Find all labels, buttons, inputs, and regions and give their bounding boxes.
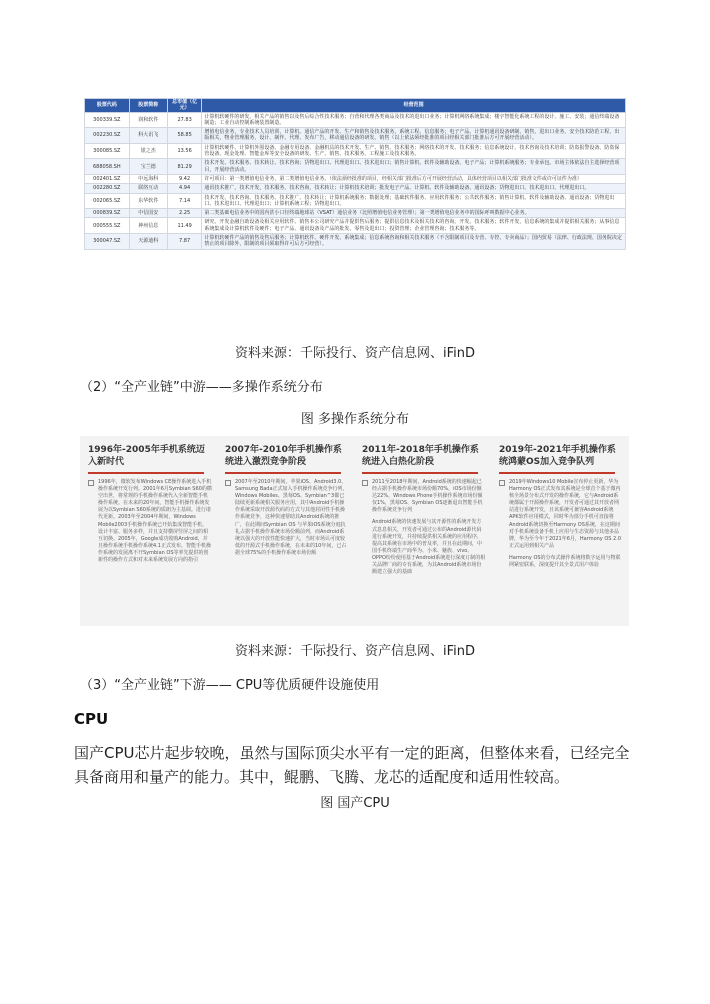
table-row	[85, 234, 626, 250]
cell-code: 002230.SZ	[85, 128, 130, 144]
cell-name: 中远海科	[129, 174, 167, 183]
cell-scope: 许可项目：第一类增值电信业务，第二类增值电信业务。（依法须经批准的项目，经相关部门批准后方可开展经营活动，具体经营项目以相关部门批准文件或许可证件为准）	[202, 174, 626, 183]
cell-cap: 58.85	[167, 128, 202, 144]
cell-code: 688058.SH	[85, 159, 130, 175]
cpu-paragraph: 国产CPU芯片起步较晚，虽然与国际顶尖水平有一定的距离，但整体来看，已经完全具备商用和量产的能力。其中，鲲鹏、飞腾、龙芯的适配度和适用性较高。	[74, 744, 630, 786]
cell-cap: 2.25	[167, 209, 202, 218]
cell-name: 银之杰	[129, 143, 167, 159]
os-timeline-figure	[80, 436, 629, 626]
table-row	[85, 128, 626, 144]
header-scope: 经营范围	[202, 99, 626, 113]
section-heading-midstream: （2）“全产业链”中游——多操作系统分布	[80, 380, 323, 395]
header-name: 股票简称	[129, 99, 167, 113]
cell-code: 002401.SZ	[85, 174, 130, 183]
cell-name: 联络互动	[129, 184, 167, 193]
cell-scope: 技术开发、技术服务、技术转让、技术咨询；货物进出口、代理进出口、技术进出口；销售计算机、软件及辅助设备、电子产品；计算机系统服务；专业承包。市场主体依法自主选择经营项目，开展经营活动。	[202, 159, 626, 175]
header-cap: 总市值（亿元）	[167, 99, 202, 113]
cell-cap: 7.87	[167, 234, 202, 250]
cell-cap: 7.14	[167, 193, 202, 209]
section-heading-downstream: （3）“全产业链”下游—— CPU等优质硬件设施使用	[80, 678, 380, 693]
timeline-paragraph: 2007年至2010年期间，苹果iOS、Android3.0、Samsung Bada正式加入手机操作系统竞争行列，Windows Mobiles、黑莓OS、Symbian^3都已陆续更新系统相关服务应用，其中Android手机操作系统采取开放源代码的方式与其他封闭性手机操作系统竞争，这种快速帮助其Android系统的推广，在此期间Symbian OS 与苹果iOS系统分庭抗礼占据手机操作系统市场份额前列，而Android系统以强大的开放性能快速扩大，当时市场认可度较低的开源式手机操作系统，在未来的10年间，已占据全球75%的手机操作系统市场份额	[235, 479, 348, 556]
cell-name: 润和软件	[129, 112, 167, 128]
checkbox-bullet-icon	[88, 480, 94, 486]
timeline-body	[88, 479, 212, 564]
cell-name: 中信国安	[129, 209, 167, 218]
timeline-paragraph: Harmony OS的分布式操作系统将数字运用与物联网紧密联系，深度提升其全景式用户体验	[509, 554, 621, 569]
header-code: 股票代码	[85, 99, 130, 113]
source-note-2: 资料来源：千际投行、资产信息网、iFinD	[234, 644, 475, 659]
timeline-title: 2007年-2010年手机操作系统进入激烈竞争阶段	[225, 445, 342, 467]
timeline-paragraph: 2011至2018年期间，Android系统的快速崛起已经占据手机操作系统市场份额70%，iOS市场份额达22%，Windows Phone手机操作系统市场份额仅1%，黑莓OS、Symbian OS逐渐退出智能手机操作系统竞争行列	[372, 479, 483, 514]
cell-scope: 通讯技术推广，技术开发，技术服务，技术咨询，技术转让；计算机技术培训；批发电子产品、计算机、软件及辅助设备、通讯设备；货物进出口、技术进出口、代理进出口。	[202, 184, 626, 193]
cell-cap: 27.83	[167, 112, 202, 128]
timeline-title: 2019年-2021年手机操作系统鸿蒙OS加入竞争队列	[499, 445, 616, 467]
table-row	[85, 209, 626, 218]
timeline-column	[362, 444, 486, 581]
cell-code: 300047.SZ	[85, 234, 130, 250]
timeline-body	[362, 479, 486, 576]
checkbox-bullet-icon	[225, 480, 231, 486]
timeline-title: 1996年-2005年手机系统迈入新时代	[88, 445, 205, 467]
cell-scope: 计算机软硬件的研发，相关产品的销售以及售后综合性技术服务；自营和代理各类商品及技术的进出口业务；计算机网络系统集成；楼宇智能化系统工程的设计、施工、安装；通信终端设备制造；工业自动控制系统装置制造。	[202, 112, 626, 128]
cell-code: 002280.SZ	[85, 184, 130, 193]
timeline-body	[499, 479, 623, 569]
cell-name: 天源迪科	[129, 234, 167, 250]
cell-code: 300339.SZ	[85, 112, 130, 128]
cell-name: 科大讯飞	[129, 128, 167, 144]
cell-scope: 技术开发、技术咨询、技术服务、技术推广、技术转让；计算机系统服务；数据处理；基础软件服务、应用软件服务；公共软件服务；销售计算机、软件及辅助设备、通讯设备；货物进出口、技术进出口、代理进出口；计算机系统工程；货物进出口。	[202, 193, 626, 209]
timeline-column	[225, 444, 349, 562]
cell-cap: 13.56	[167, 143, 202, 159]
table-row	[85, 218, 626, 234]
figure-title-cpu: 图 国产CPU	[320, 796, 390, 811]
timeline-paragraph: 2019年Windows10 Mobile宣布停止更新，华为Harmony OS正式发布其系统是全球首个基于微内核全场景分布式开发的操作系统，它与Android系统都属于开源操作系统，开发者可通过其开放者网站进行系统开发，且该系统可兼容Android系统APK软件应用模式，同时华为部分手机可直接将Android系统切换至Harmony OS系统，在这期间对手机系统设备手机上应用与生态资源与其他多品牌，华为至今年于2021年6月，Harmony OS 2.0正式运用到相关产品	[509, 479, 621, 549]
cell-name: 东华软件	[129, 193, 167, 209]
timeline-rule	[88, 472, 204, 474]
cell-scope: 计算机软硬件产品的销售及售后服务；计算机软件、硬件开发、系统集成；信息系统咨询和相关技术服务（不含限制项目及专营、专控、专卖商品）；国内贸易（法律、行政法规、国务院决定禁止的项目除外，限制的项目须取得许可后方可经营）。	[202, 234, 626, 250]
timeline-column	[499, 444, 623, 574]
cell-scope: 增值电信业务，专业技术人员培训，计算机、通信产品的开发、生产和销售及技术服务，系统工程、信息服务；电子产品、计算机通讯设备研制、销售，进出口业务，安全技术防范工程，出版相关，物业管理服务，设计、制作、代理、发布广告，移动通信设备的研发、销售（以上依法须经批准的项目经相关部门批准后方可开展经营活动）。	[202, 128, 626, 144]
timeline-paragraph: Android系统的快速发展与其开源性的系统开发方式息息相关，开发者可通过公布的Android源代码进行系统开发，并持续提供相关系统的应用程序，提高其系统在市场中的普及率，并且在此期间，中国手机终端生产商华为、小米、魅族、vivo、OPPO纷纷使用基于Android系统进行深度订制的相关品牌厂商的专有系统，为其Android系统市场份额建立强大的基础	[372, 519, 486, 576]
timeline-column	[88, 444, 212, 569]
table-header-row	[85, 99, 626, 113]
checkbox-bullet-icon	[499, 480, 505, 486]
cell-scope: 研究、开发金融自助设备及相关应用软件、销售本公司研究产品并提供售后服务；提供信息技术及相关技术的咨询、开发、技术服务；软件开发，信息系统的集成并提供相关服务；从事信息系统集成及计算机软件及硬件；电子产品、通讯设备及产品的批发、零售及进出口；投资管理；企业管理咨询；技术服务等。	[202, 218, 626, 234]
cell-cap: 9.42	[167, 174, 202, 183]
cell-scope: 第二类基础电信业务中的国内甚小口径终端地球站（VSAT）通信业务（比照增值电信业务管理）；第一类增值电信业务中的国际呼叫数据中心业务。	[202, 209, 626, 218]
cell-name: 神州信息	[129, 218, 167, 234]
timeline-title: 2011年-2018年手机操作系统进入白热化阶段	[362, 445, 479, 467]
table-row	[85, 112, 626, 128]
figure-title-os: 图 多操作系统分布	[300, 412, 410, 427]
source-note-1: 资料来源：千际投行、资产信息网、iFinD	[234, 346, 475, 361]
table-row	[85, 184, 626, 193]
cell-code: 002065.SZ	[85, 193, 130, 209]
cell-cap: 4.94	[167, 184, 202, 193]
table-row	[85, 193, 626, 209]
table-row	[85, 143, 626, 159]
cell-cap: 81.29	[167, 159, 202, 175]
timeline-rule	[499, 472, 615, 474]
timeline-body	[225, 479, 349, 557]
cpu-heading: CPU	[74, 710, 109, 728]
cell-cap: 11.49	[167, 218, 202, 234]
cell-scope: 计算机软硬件、计算机外围设备、金融专用设备、金融机具的技术开发、生产、销售、技术服务；网络技术的开发、技术服务；信息系统设计、技术咨询及技术培训；防盗报警设备、防盗保管设备、现金处理、智能金库等安全设备的研发、生产、销售、技术服务、工程施工及技术服务。	[202, 143, 626, 159]
table-row	[85, 159, 626, 175]
cell-code: 300085.SZ	[85, 143, 130, 159]
timeline-rule	[362, 472, 478, 474]
cell-code: 000839.SZ	[85, 209, 130, 218]
table-row	[85, 174, 626, 183]
cell-name: 宝兰德	[129, 159, 167, 175]
timeline-rule	[225, 472, 341, 474]
checkbox-bullet-icon	[362, 480, 368, 486]
cell-code: 000555.SZ	[85, 218, 130, 234]
timeline-paragraph: 1996年，微软发布Windows CE操作系统进入手机操作系统开发行列。2001年6月Symbian S60的横空出世，将常规的手机操作系统代入全新智能手机操作系统。在未来的20年间，智能手机操作系统发展为以Symbian S60系统的质朗为主基调。进行诸代更新。2003年至2004年期间，Windows Mobile2003手机操作系统已开始集成智能手机，设计丰富、服务多样，并且支持横屏竖屏之间的相互切换。2005年，Google成功收购Android，并且操作系统手机操作系统4.1正式发布。智能手机操作系统的发展离不开Symbian OS等率先提供的创新性的操作方式和对未来系统发展方向的指引	[98, 479, 212, 564]
company-table	[84, 98, 626, 250]
